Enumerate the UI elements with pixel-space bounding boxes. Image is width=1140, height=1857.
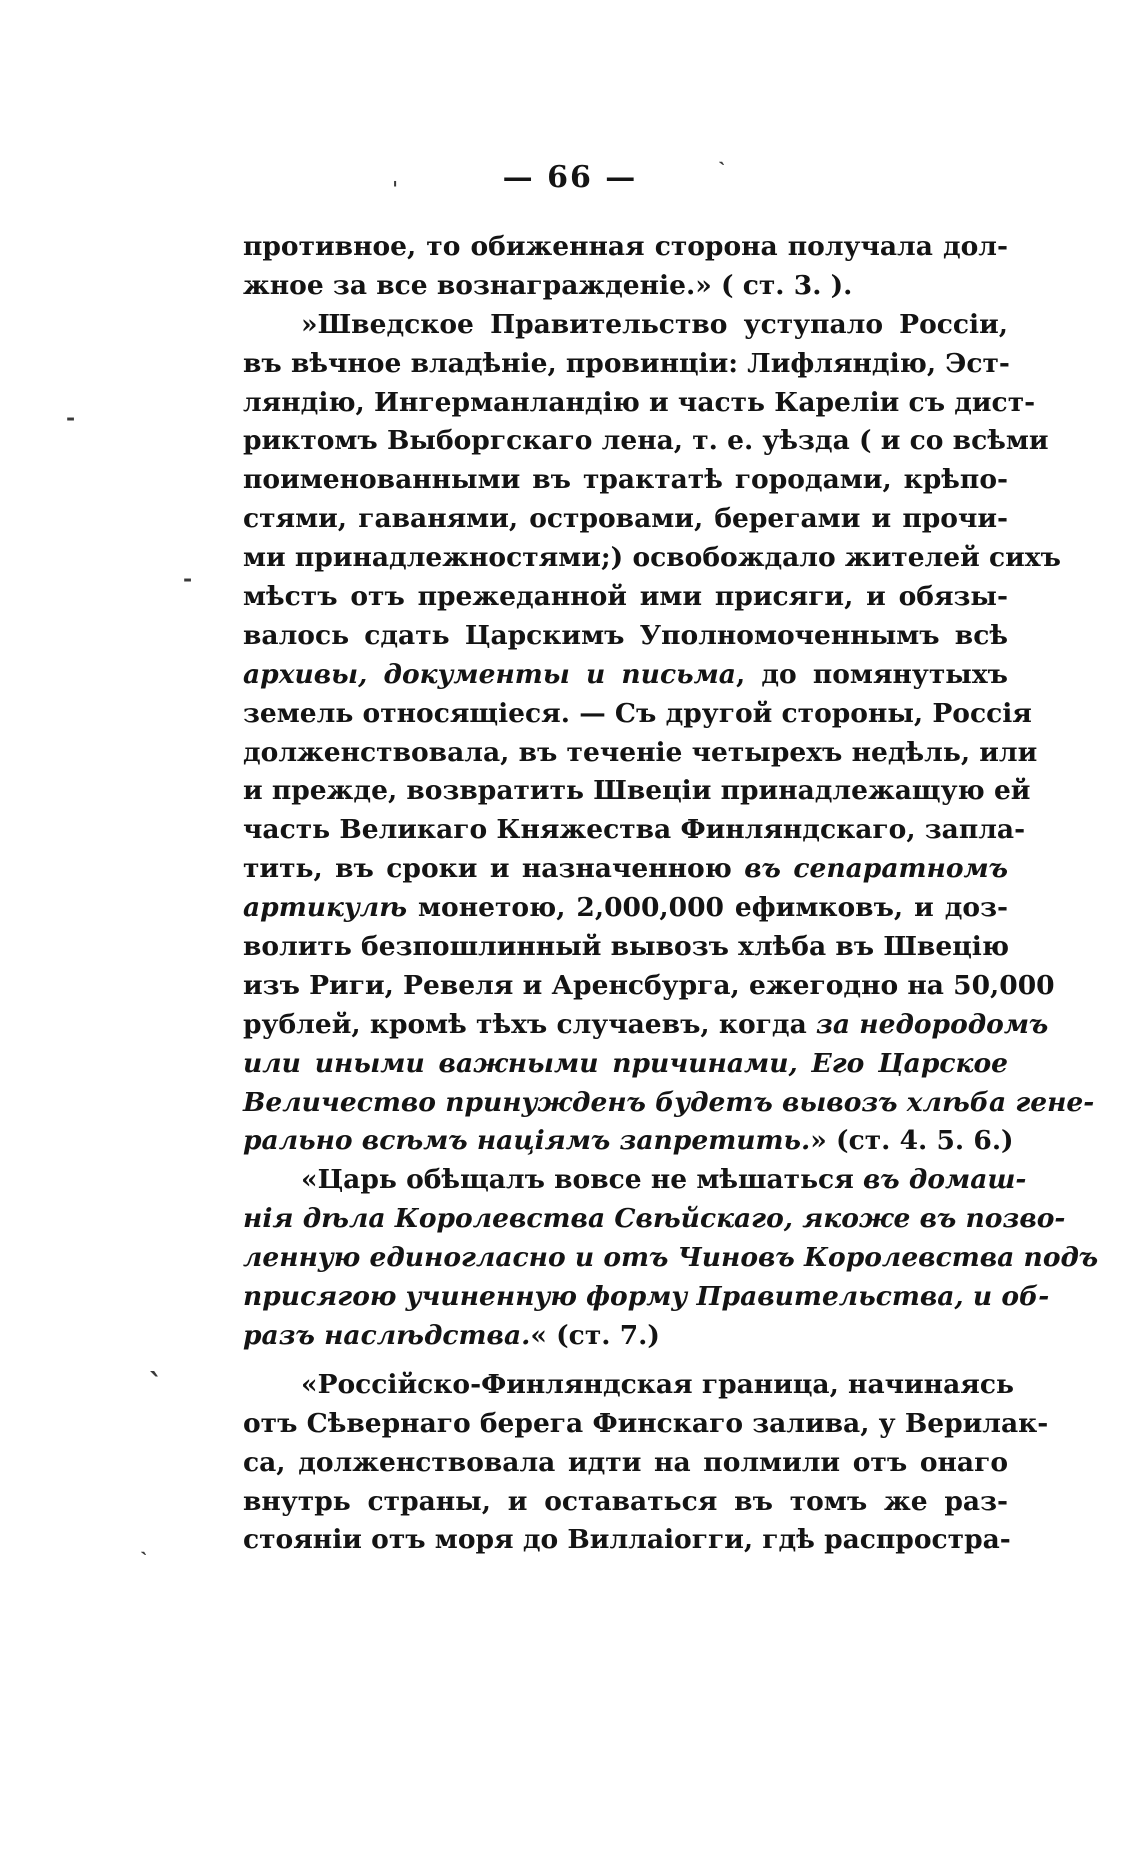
text-line bbox=[243, 1084, 1095, 1123]
text-segment: изъ Риги, Ревеля и Аренсбурга, ежегодно на 50,000 bbox=[243, 969, 1055, 1001]
text-line bbox=[243, 345, 1008, 384]
text-line bbox=[243, 228, 1008, 267]
text-segment: « (ст. 7.) bbox=[530, 1319, 660, 1351]
text-line bbox=[243, 695, 1032, 734]
margin-mark: ˈ bbox=[392, 178, 399, 204]
text-segment: ляндію, Ингерманландію и часть Кареліи съ дист- bbox=[243, 386, 1036, 418]
text-line bbox=[243, 1444, 1008, 1483]
italic-text: архивы, документы и письма bbox=[243, 658, 736, 690]
text-line bbox=[243, 1045, 1008, 1084]
text-segment: волить безпошлинный вывозъ хлѣба въ Швецію bbox=[243, 931, 1010, 963]
text-line bbox=[243, 578, 1008, 617]
text-segment: внутрь страны, и оставаться въ томъ же раз- bbox=[243, 1485, 1008, 1517]
margin-mark: - bbox=[183, 566, 193, 592]
text-line bbox=[243, 772, 1031, 811]
text-segment: валось сдать Царскимъ Уполномоченнымъ всѣ bbox=[243, 619, 1008, 651]
text-segment: противное, то обиженная сторона получала дол- bbox=[243, 231, 1008, 262]
margin-mark: - bbox=[66, 405, 76, 431]
italic-text: въ сепаратномъ bbox=[744, 853, 1008, 885]
italic-text: рально всѣмъ націямъ запретить. bbox=[243, 1125, 811, 1157]
text-line bbox=[243, 1405, 1049, 1444]
text-line bbox=[243, 889, 1008, 928]
text-segment: долженствовала, въ теченіе четырехъ недѣль, или bbox=[243, 736, 1038, 768]
text-segment: въ вѣчное владѣніе, провинціи: Лифляндію, Эст- bbox=[243, 347, 1010, 379]
text-line bbox=[243, 1521, 1011, 1560]
text-segment: монетою, 2,000,000 ефимковъ, и доз- bbox=[407, 892, 1008, 924]
text-segment: отъ Сѣвернаго берега Финскаго залива, у Верилак- bbox=[243, 1407, 1049, 1439]
text-line bbox=[243, 1161, 1027, 1200]
italic-text: ленную единогласно и отъ Чиновъ Королевства подъ bbox=[243, 1242, 1099, 1274]
italic-text: разъ наслѣдства. bbox=[243, 1319, 531, 1351]
italic-text: въ домаш- bbox=[863, 1164, 1027, 1196]
text-segment: тить, въ сроки и назначенною bbox=[243, 853, 745, 885]
italic-text: присягою учиненную форму Правительства, и об- bbox=[243, 1281, 1050, 1313]
text-line bbox=[243, 422, 1049, 461]
text-line bbox=[243, 267, 1008, 306]
text-segment: мѣстъ отъ прежеданной ими присяги, и обязы- bbox=[243, 581, 1008, 613]
text-segment: «Царь обѣщалъ вовсе не мѣшаться bbox=[301, 1164, 863, 1196]
text-segment: часть Великаго Княжества Финляндскаго, запла- bbox=[243, 814, 1026, 846]
text-line bbox=[243, 1278, 1050, 1317]
text-line bbox=[243, 384, 1036, 423]
text-line bbox=[243, 656, 1008, 695]
text-line bbox=[243, 850, 1008, 889]
text-segment: са, долженствовала идти на полмили отъ онаго bbox=[243, 1446, 1008, 1478]
italic-text: Величество принужденъ будетъ вывозъ хлѣба гене- bbox=[243, 1086, 1095, 1118]
text-segment: »Шведское Правительство уступало Россіи, bbox=[301, 308, 1008, 340]
text-line bbox=[243, 1366, 1014, 1405]
text-line bbox=[243, 1239, 1099, 1278]
text-segment: стями, гаванями, островами, берегами и прочи- bbox=[243, 503, 1008, 535]
text-line bbox=[243, 928, 1008, 967]
margin-mark: ˋ bbox=[148, 1368, 163, 1403]
text-line bbox=[243, 306, 1008, 345]
page-number: — 66 — bbox=[502, 160, 638, 195]
text-line bbox=[243, 734, 1038, 773]
text-segment: риктомъ Выборгскаго лена, т. е. уѣзда ( и со всѣми bbox=[243, 425, 1049, 457]
text-segment: , до помянутыхъ bbox=[735, 658, 1008, 690]
text-segment: земель относящіеся. — Съ другой стороны, Россія bbox=[243, 697, 1032, 729]
text-segment: ми принадлежностями;) освобождало жителей сихъ bbox=[243, 542, 1061, 574]
text-segment: «Россійско-Финляндская граница, начинаясь bbox=[301, 1368, 1014, 1400]
text-line bbox=[243, 1122, 1014, 1161]
text-line bbox=[243, 539, 1061, 578]
text-line bbox=[243, 1006, 1049, 1045]
text-segment: жное за все вознагражденіе.» ( ст. 3. ). bbox=[243, 269, 853, 301]
text-line bbox=[243, 1483, 1008, 1522]
body-text bbox=[243, 228, 1099, 1560]
text-line bbox=[243, 461, 1008, 500]
text-line bbox=[243, 811, 1026, 850]
text-line bbox=[243, 617, 1008, 656]
italic-text: артикулѣ bbox=[243, 892, 408, 924]
italic-text: за недородомъ bbox=[815, 1008, 1049, 1040]
text-line bbox=[243, 967, 1055, 1006]
italic-text: или иными важными причинами, Его Царское bbox=[243, 1047, 1008, 1079]
text-line bbox=[243, 1317, 1008, 1356]
text-line bbox=[243, 500, 1008, 539]
margin-mark: ˎ bbox=[718, 140, 726, 166]
text-segment: стояніи отъ моря до Виллаіогги, гдѣ распростра- bbox=[243, 1524, 1011, 1556]
text-segment: рублей, кромѣ тѣхъ случаевъ, когда bbox=[243, 1008, 816, 1040]
margin-mark: ˎ bbox=[140, 1530, 148, 1556]
text-segment: поименованными въ трактатѣ городами, крѣпо- bbox=[243, 464, 1008, 496]
text-segment: » (ст. 4. 5. 6.) bbox=[810, 1125, 1014, 1157]
text-segment: и прежде, возвратить Швеціи принадлежащую ей bbox=[243, 775, 1031, 807]
italic-text: нія дѣла Королевства Свѣйскаго, якоже въ позво- bbox=[243, 1203, 1066, 1235]
text-line bbox=[243, 1200, 1066, 1239]
